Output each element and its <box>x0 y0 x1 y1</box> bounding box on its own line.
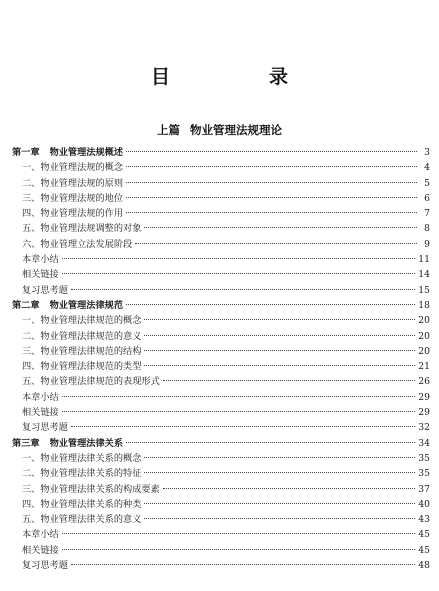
dot-leader <box>144 319 415 320</box>
toc-section-entry[interactable] <box>12 527 430 542</box>
dot-leader <box>126 182 417 183</box>
dot-leader <box>62 411 416 412</box>
toc-section-entry[interactable] <box>12 252 430 267</box>
toc-section-entry[interactable] <box>12 283 430 298</box>
toc-chapter-entry[interactable] <box>12 436 430 451</box>
dot-leader <box>62 396 416 397</box>
chapter-title: 物业管理法律规范 <box>49 299 124 311</box>
toc-section-entry[interactable] <box>12 344 430 359</box>
section-title: 六、物业管理立法发展阶段 <box>22 238 133 250</box>
page-number: 6 <box>424 192 430 204</box>
toc-section-entry[interactable] <box>12 390 430 405</box>
toc-section-entry[interactable] <box>12 466 430 481</box>
page-number: 48 <box>418 560 430 572</box>
dot-leader <box>135 243 417 244</box>
dot-leader <box>62 549 416 550</box>
dot-leader <box>126 212 417 213</box>
section-title: 本章小结 <box>22 254 59 266</box>
toc-section-entry[interactable] <box>12 451 430 466</box>
page-number: 20 <box>418 330 430 342</box>
toc-section-entry[interactable] <box>12 558 430 573</box>
page-number: 5 <box>424 177 430 189</box>
dot-leader <box>62 273 416 274</box>
section-title: 四、物业管理法规的作用 <box>22 208 124 220</box>
page-number: 14 <box>418 269 430 281</box>
section-title: 二、物业管理法律规范的意义 <box>22 330 142 342</box>
toc-section-entry[interactable] <box>12 176 430 191</box>
section-title: 五、物业管理法律规范的表现形式 <box>22 376 160 388</box>
toc-section-entry[interactable] <box>12 374 430 389</box>
dot-leader <box>144 365 415 366</box>
page-number: 20 <box>418 345 430 357</box>
section-title: 五、物业管理法律关系的意义 <box>22 514 142 526</box>
section-title: 三、物业管理法规的地位 <box>22 192 124 204</box>
dot-leader <box>144 335 415 336</box>
page-number: 21 <box>418 361 430 373</box>
page-number: 4 <box>424 162 430 174</box>
toc-section-entry[interactable] <box>12 359 430 374</box>
dot-leader <box>163 488 415 489</box>
page-number: 8 <box>424 223 430 235</box>
page-number: 45 <box>418 529 430 541</box>
toc-section-entry[interactable] <box>12 497 430 512</box>
section-title: 二、物业管理法规的原则 <box>22 177 124 189</box>
section-title: 一、物业管理法规的概念 <box>22 162 124 174</box>
dot-leader <box>71 289 415 290</box>
chapter-title: 物业管理法律关系 <box>49 437 124 449</box>
toc-section-entry[interactable] <box>12 482 430 497</box>
chapter-title: 物业管理法规概述 <box>49 147 124 158</box>
part-name: 物业管理法规理论 <box>190 123 282 137</box>
page-number: 11 <box>418 254 430 266</box>
dot-leader <box>163 380 415 381</box>
page-number: 29 <box>418 391 430 403</box>
page-number: 29 <box>418 407 430 419</box>
section-title: 三、物业管理法律规范的结构 <box>22 345 142 357</box>
chapter-number: 第一章 <box>12 147 40 158</box>
section-title: 相关链接 <box>22 269 59 281</box>
section-title: 一、物业管理法律规范的概念 <box>22 315 142 327</box>
page-number: 15 <box>418 284 430 296</box>
page-number: 3 <box>424 147 430 158</box>
section-title: 复习思考题 <box>22 284 68 296</box>
dot-leader <box>62 258 416 259</box>
toc-section-entry[interactable] <box>12 206 430 221</box>
dot-leader <box>144 503 415 504</box>
chapter-heading <box>12 298 123 313</box>
section-title: 一、物业管理法律关系的概念 <box>22 452 142 464</box>
dot-leader <box>71 426 415 427</box>
page-number: 32 <box>418 422 430 434</box>
toc-section-entry[interactable] <box>12 191 430 206</box>
dot-leader <box>144 518 415 519</box>
page-number: 35 <box>418 452 430 464</box>
part-heading <box>0 122 439 138</box>
page-number: 18 <box>418 299 430 311</box>
page-number: 35 <box>418 468 430 480</box>
dot-leader <box>62 533 416 534</box>
toc-section-entry[interactable] <box>12 221 430 236</box>
dot-leader <box>126 442 415 443</box>
section-title: 复习思考题 <box>22 560 68 572</box>
toc-section-entry[interactable] <box>12 313 430 328</box>
dot-leader <box>144 350 415 351</box>
page-number: 20 <box>418 315 430 327</box>
page-number: 45 <box>418 544 430 556</box>
part-label: 上篇 <box>157 123 180 137</box>
section-title: 五、物业管理法规调整的对象 <box>22 223 142 235</box>
page-number: 40 <box>418 498 430 510</box>
dot-leader <box>126 151 417 152</box>
dot-leader <box>126 166 417 167</box>
section-title: 四、物业管理法律规范的类型 <box>22 361 142 373</box>
page-number: 26 <box>418 376 430 388</box>
section-title: 本章小结 <box>22 391 59 403</box>
dot-leader <box>71 564 415 565</box>
page-number: 9 <box>424 238 430 250</box>
chapter-number: 第三章 <box>12 437 40 449</box>
toc-section-entry[interactable] <box>12 420 430 435</box>
page-title: 目 录 <box>150 66 328 88</box>
page-number: 37 <box>418 483 430 495</box>
page-number: 43 <box>418 514 430 526</box>
toc-section-entry[interactable] <box>12 160 430 175</box>
section-title: 本章小结 <box>22 529 59 541</box>
toc-chapter-entry[interactable] <box>12 145 430 160</box>
dot-leader <box>144 472 415 473</box>
section-title: 相关链接 <box>22 544 59 556</box>
page-number: 34 <box>418 437 430 449</box>
section-title: 四、物业管理法律关系的种类 <box>22 498 142 510</box>
chapter-number: 第二章 <box>12 299 40 311</box>
section-title: 三、物业管理法律关系的构成要素 <box>22 483 160 495</box>
toc-section-entry[interactable] <box>12 405 430 420</box>
toc-section-entry[interactable] <box>12 267 430 282</box>
toc-chapter-entry[interactable] <box>12 298 430 313</box>
dot-leader <box>126 304 415 305</box>
toc-section-entry[interactable] <box>12 237 430 252</box>
toc-section-entry[interactable] <box>12 512 430 527</box>
section-title: 复习思考题 <box>22 422 68 434</box>
dot-leader <box>126 197 417 198</box>
toc-section-entry[interactable] <box>12 543 430 558</box>
chapter-heading <box>12 145 123 160</box>
dot-leader <box>144 227 417 228</box>
page-number: 7 <box>424 208 430 220</box>
section-title: 相关链接 <box>22 407 59 419</box>
table-of-contents <box>12 145 430 573</box>
chapter-heading <box>12 436 123 451</box>
dot-leader <box>144 457 415 458</box>
toc-section-entry[interactable] <box>12 329 430 344</box>
section-title: 二、物业管理法律关系的特征 <box>22 468 142 480</box>
